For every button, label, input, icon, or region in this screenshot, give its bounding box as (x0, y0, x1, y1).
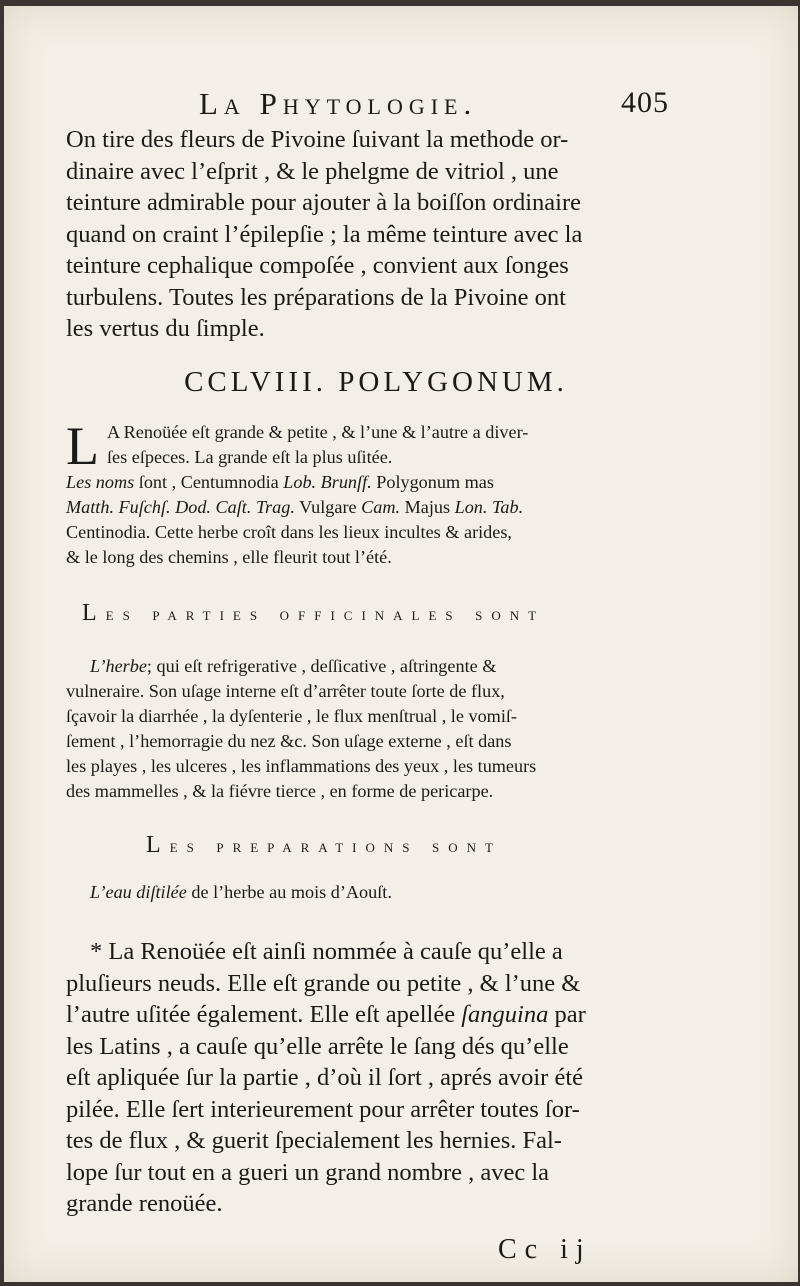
text-run: ſont , Centumnodia (134, 472, 284, 492)
text-line: les vertus du ſimple. (66, 315, 265, 342)
text-line: des mammelles , & la fiévre tierce , en forme de pericarpe. (66, 781, 494, 801)
text-line: * La Renoüée eſt ainſi nommée à cauſe qu’elle a (90, 938, 563, 965)
running-header (199, 86, 669, 126)
text-line (66, 654, 686, 679)
text-line: tes de flux , & guerit ſpecialement les hernies. Fal- (66, 1127, 562, 1154)
text-run: ; qui eſt refrigerative , deſſicative , aſtringente & (146, 656, 497, 676)
text-line: grande renoüée. (66, 1190, 223, 1217)
text-line: lope ſur tout en a gueri un grand nombre , avec la (66, 1158, 550, 1186)
text-run: Majus (400, 497, 455, 517)
text-line: eſt apliquée ſur la partie , d’où il ſort , aprés avoir été (66, 1064, 584, 1091)
eau-label: L’eau diſtilée (90, 882, 187, 902)
text-line: ſement , l’hemorragie du nez &c. Son uſage externe , eſt dans (66, 731, 512, 751)
text-line: teinture admirable pour ajouter à la boiſſon ordinaire (66, 189, 581, 216)
author-abbrev: Matth. Fuſchſ. Dod. Caſt. Trag. (66, 497, 295, 517)
running-title: La Phytologie. (199, 86, 478, 121)
author-abbrev: Cam. (361, 497, 401, 517)
text-run: Vulgare (294, 497, 362, 517)
text-run: de l’herbe au mois d’Aouſt. (186, 882, 392, 902)
text-run: par (548, 1001, 586, 1028)
text-line: & le long des chemins , elle fleurit tout l’été. (66, 547, 392, 567)
text-line: teinture cephalique compoſée , convient aux ſonges (66, 252, 569, 279)
text-line: turbulens. Toutes les préparations de la Pivoine ont (66, 283, 566, 311)
text-run: Polygonum mas (371, 472, 494, 492)
text-line (66, 495, 686, 520)
parties-paragraph (66, 654, 686, 804)
text-line: quand on craint l’épilepſie ; la même teinture avec la (66, 220, 583, 248)
section-heading-preparations (146, 832, 502, 859)
heading-text: es parties officinales sont (105, 604, 546, 624)
heading-initial: L (82, 600, 106, 626)
text-line: les Latins , a cauſe qu’elle arrête le ſang dés qu’elle (66, 1032, 569, 1060)
heading-text: es preparations sont (169, 836, 502, 856)
text-line (66, 880, 686, 905)
drop-cap: L (66, 416, 99, 476)
text-line: On tire des fleurs de Pivoine ſuivant la methode or- (66, 126, 569, 153)
text-line: ſçavoir la diarrhée , la dyſenterie , le flux menſtrual , le vomiſ- (66, 706, 517, 726)
text-line: les playes , les ulceres , les inflammations des yeux , les tumeurs (66, 756, 537, 776)
text-line: vulneraire. Son uſage interne eſt d’arrêter toute ſorte de flux, (66, 681, 505, 701)
text-line (66, 999, 686, 1031)
text-line: pilée. Elle ſert interieurement pour arrêter toutes ſor- (66, 1095, 580, 1123)
signature-mark: Cc ij (498, 1234, 592, 1265)
sanguina-term: ſanguina (461, 1001, 549, 1028)
heading-initial: L (146, 832, 170, 858)
text-line: dinaire avec l’eſprit , & le phelgme de vitriol , une (66, 157, 559, 185)
footnote-paragraph (66, 936, 686, 1220)
page-number: 405 (621, 86, 669, 119)
preparations-paragraph (66, 880, 686, 905)
text-run: l’autre uſitée également. Elle eſt apellée (66, 1001, 462, 1028)
polygonum-intro (66, 416, 686, 570)
text-line (66, 470, 686, 495)
text-line: pluſieurs neuds. Elle eſt grande ou petite , & l’une & (66, 969, 581, 997)
author-abbrev: Lob. Brunſf. (283, 472, 372, 492)
section-heading-parties (82, 600, 545, 627)
author-abbrev: Lon. Tab. (454, 497, 524, 517)
text-line: ſes eſpeces. La grande eſt la plus uſitée. (107, 447, 393, 467)
book-page (4, 6, 798, 1282)
chapter-title: CCLVIII. POLYGONUM. (184, 366, 568, 398)
text-line: A Renoüée eſt grande & petite , & l’une & l’autre a diver- (107, 422, 529, 442)
herbe-label: L’herbe (90, 656, 147, 676)
noms-label: Les noms (66, 472, 135, 492)
pivoine-paragraph (66, 124, 686, 345)
text-line: Centinodia. Cette herbe croît dans les lieux incultes & arides, (66, 522, 512, 542)
